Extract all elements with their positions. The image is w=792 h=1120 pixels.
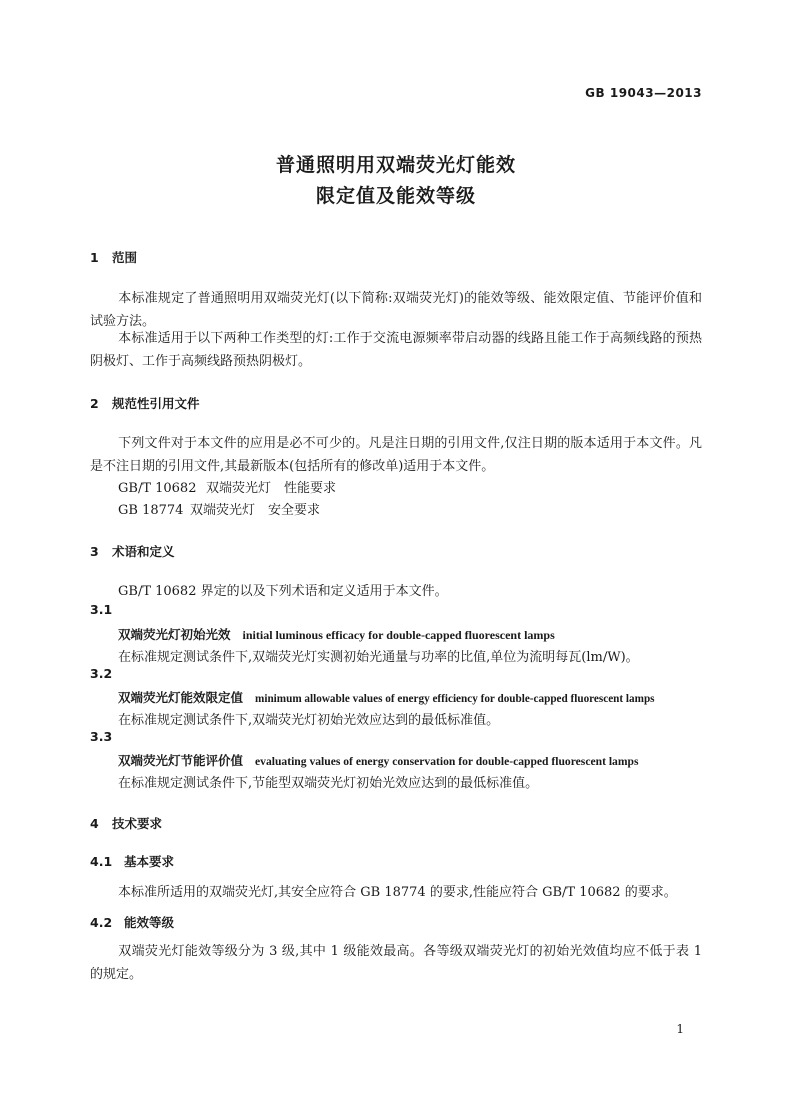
term-heading [118, 751, 638, 769]
term-cn: 双端荧光灯初始光效 [118, 627, 231, 642]
subsection-4-1-title: 基本要求 [124, 854, 175, 869]
section-2-heading [90, 394, 200, 412]
section-2-number: 2 [90, 396, 99, 411]
subsection-4-2-title: 能效等级 [124, 915, 175, 930]
section-3-number: 3 [90, 544, 99, 559]
term-heading [118, 688, 655, 706]
standard-number: GB 19043—2013 [585, 86, 702, 100]
section-3-intro: GB/T 10682 界定的以及下列术语和定义适用于本文件。 [118, 584, 448, 599]
section-3-title: 术语和定义 [112, 544, 175, 559]
section-4-number: 4 [90, 816, 99, 831]
section-4-heading [90, 814, 162, 832]
subsection-4-2-heading [90, 913, 174, 931]
section-1-para-2 [90, 327, 702, 373]
term-en: evaluating values of energy conservation for double-capped fluorescent lamps [255, 755, 639, 768]
reference-title: 双端荧光灯 安全要求 [190, 503, 321, 518]
section-1-para-2-text: 本标准适用于以下两种工作类型的灯:工作于交流电源频率带启动器的线路且能工作于高频线路的预热阴极灯、工作于高频线路预热阴极灯。 [90, 331, 702, 369]
reference-code: GB/T 10682 [118, 481, 197, 496]
subsection-4-1-heading [90, 852, 174, 870]
section-1-heading [90, 248, 137, 266]
page-number: 1 [676, 1022, 684, 1036]
subsection-4-1-text: 本标准所适用的双端荧光灯,其安全应符合 GB 18774 的要求,性能应符合 GB/T 10682 的要求。 [118, 885, 677, 900]
term-number: 3.3 [90, 729, 113, 744]
subsection-4-2-text: 双端荧光灯能效等级分为 3 级,其中 1 级能效最高。各等级双端荧光灯的初始光效值均应不低于表 1 的规定。 [90, 944, 702, 982]
term-definition: 在标准规定测试条件下,双端荧光灯实测初始光通量与功率的比值,单位为流明每瓦(lm/W)。 [118, 650, 639, 665]
term-cn: 双端荧光灯节能评价值 [118, 753, 244, 768]
term-en: initial luminous efficacy for double-capped fluorescent lamps [242, 628, 555, 642]
section-4-title: 技术要求 [112, 816, 163, 831]
reference-code: GB 18774 [118, 503, 184, 518]
term-definition: 在标准规定测试条件下,节能型双端荧光灯初始光效应达到的最低标准值。 [118, 776, 539, 791]
subsection-4-2-para [90, 940, 702, 986]
subsection-4-1-number: 4.1 [90, 854, 113, 869]
section-3-heading [90, 542, 175, 560]
term-en: minimum allowable values of energy efficiency for double-capped fluorescent lamps [255, 693, 655, 705]
section-1-title: 范围 [112, 250, 138, 265]
term-heading [118, 625, 555, 643]
section-2-para-1 [90, 432, 702, 478]
reference-title: 双端荧光灯 性能要求 [206, 481, 337, 496]
reference-item [118, 499, 320, 518]
title-line-1: 普通照明用双端荧光灯能效 [275, 154, 516, 176]
section-1-number: 1 [90, 250, 99, 265]
term-number: 3.1 [90, 602, 113, 617]
section-2-para-1-text: 下列文件对于本文件的应用是必不可少的。凡是注日期的引用文件,仅注日期的版本适用于本文件。凡是不注日期的引用文件,其最新版本(包括所有的修改单)适用于本文件。 [90, 436, 702, 474]
title-line-2: 限定值及能效等级 [315, 185, 476, 207]
section-2-title: 规范性引用文件 [112, 396, 200, 411]
subsection-4-2-number: 4.2 [90, 915, 113, 930]
term-number: 3.2 [90, 666, 113, 681]
term-cn: 双端荧光灯能效限定值 [118, 690, 244, 705]
reference-item [118, 477, 336, 496]
section-1-para-1-text: 本标准规定了普通照明用双端荧光灯(以下简称:双端荧光灯)的能效等级、能效限定值、节能评价值和试验方法。 [90, 291, 702, 329]
term-definition: 在标准规定测试条件下,双端荧光灯初始光效应达到的最低标准值。 [118, 713, 500, 728]
